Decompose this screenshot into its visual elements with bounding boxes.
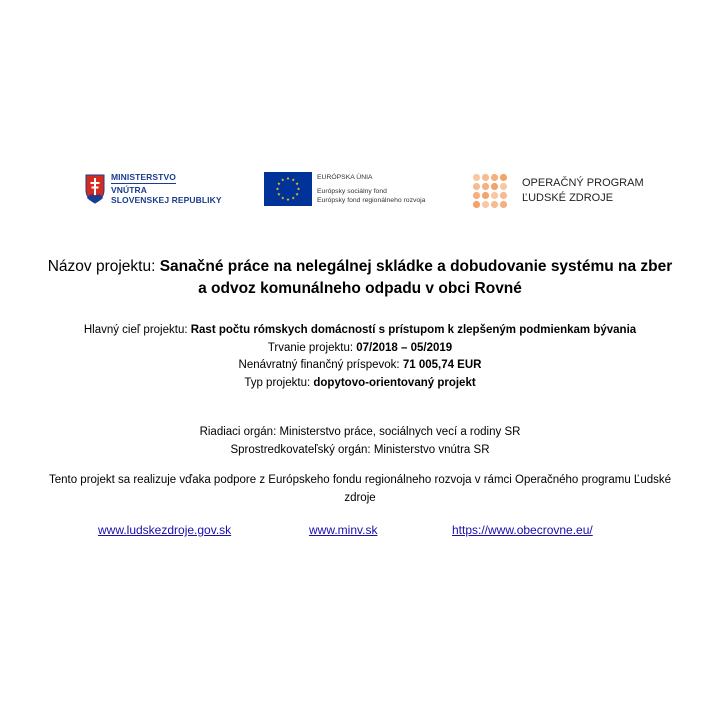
eu-logo	[264, 172, 425, 206]
organs	[0, 424, 720, 459]
op-logo	[472, 173, 644, 209]
project-name-label: Názov projektu:	[47, 258, 156, 275]
project-contribution-label: Nenávratný finančný príspevok:	[238, 359, 400, 371]
link-ludskezdroje[interactable]: www.ludskezdroje.gov.sk	[98, 523, 232, 537]
op-dots-icon	[472, 173, 508, 209]
project-name-value-line2: a odvoz komunálneho odpadu v obci Rovné	[198, 280, 522, 297]
op-dot-icon	[482, 174, 489, 181]
op-dot-icon	[482, 201, 489, 208]
project-title	[0, 256, 720, 300]
ministry-logo-line1: MINISTERSTVO	[111, 172, 176, 182]
slovak-coat-of-arms-icon	[85, 174, 105, 204]
op-logo-line1: OPERAČNÝ PROGRAM	[522, 177, 644, 189]
funding-note	[10, 472, 710, 507]
op-dot-icon	[491, 174, 498, 181]
project-goal	[0, 322, 720, 340]
ministry-logo-line2: VNÚTRA	[111, 185, 148, 195]
project-contribution	[0, 357, 720, 375]
project-duration-label: Trvanie projektu:	[267, 341, 354, 354]
op-dot-icon	[482, 192, 489, 199]
ministry-logo	[85, 172, 222, 205]
op-dot-icon	[491, 192, 498, 199]
project-contribution-value: 71 005,74 EUR	[402, 359, 482, 371]
project-duration-value: 07/2018 – 05/2019	[356, 341, 453, 354]
funding-note-line2: zdroje	[344, 491, 376, 504]
project-type-label: Typ projektu:	[244, 376, 311, 389]
project-name-value-line1: Sanačné práce na nelegálnej skládke a dobudovanie systému na zber	[159, 258, 673, 275]
eu-logo-line2: Európsky sociálny fond	[317, 188, 387, 195]
op-dot-icon	[500, 183, 507, 190]
logo-strip	[0, 170, 720, 214]
op-dot-icon	[473, 192, 480, 199]
link-obecrovne[interactable]: https://www.obecrovne.eu/	[452, 523, 593, 537]
eu-logo-line1: EURÓPSKA ÚNIA	[317, 174, 373, 181]
funding-note-line1: Tento projekt sa realizuje vďaka podpore z Európskeho fondu regionálneho rozvoja v rámci Operačného programu Ľudské	[48, 474, 672, 486]
op-dot-icon	[491, 183, 498, 190]
op-dot-icon	[500, 201, 507, 208]
link-minv[interactable]: www.minv.sk	[309, 523, 378, 537]
project-type-value: dopytovo-orientovaný projekt	[313, 376, 476, 389]
op-dot-icon	[500, 192, 507, 199]
intermediate-organ: Sprostredkovateľský orgán: Ministerstvo vnútra SR	[230, 443, 490, 456]
op-dot-icon	[500, 174, 507, 181]
op-logo-line2: ĽUDSKÉ ZDROJE	[522, 192, 614, 204]
links-row	[0, 523, 720, 543]
op-dot-icon	[473, 183, 480, 190]
op-dot-icon	[482, 183, 489, 190]
ministry-logo-line3: SLOVENSKEJ REPUBLIKY	[111, 195, 222, 205]
project-goal-label: Hlavný cieľ projektu:	[83, 324, 188, 336]
managing-organ: Riadiaci orgán: Ministerstvo práce, sociálnych vecí a rodiny SR	[199, 426, 521, 438]
eu-logo-line3: Európsky fond regionálneho rozvoja	[317, 197, 426, 204]
project-goal-value: Rast počtu rómskych domácností s prístupom k zlepšeným podmienkam bývania	[190, 324, 637, 336]
op-dot-icon	[473, 174, 480, 181]
project-info	[0, 322, 720, 392]
op-dot-icon	[491, 201, 498, 208]
op-dot-icon	[473, 201, 480, 208]
project-type	[0, 375, 720, 393]
project-duration	[0, 340, 720, 358]
eu-flag-icon	[264, 172, 312, 206]
